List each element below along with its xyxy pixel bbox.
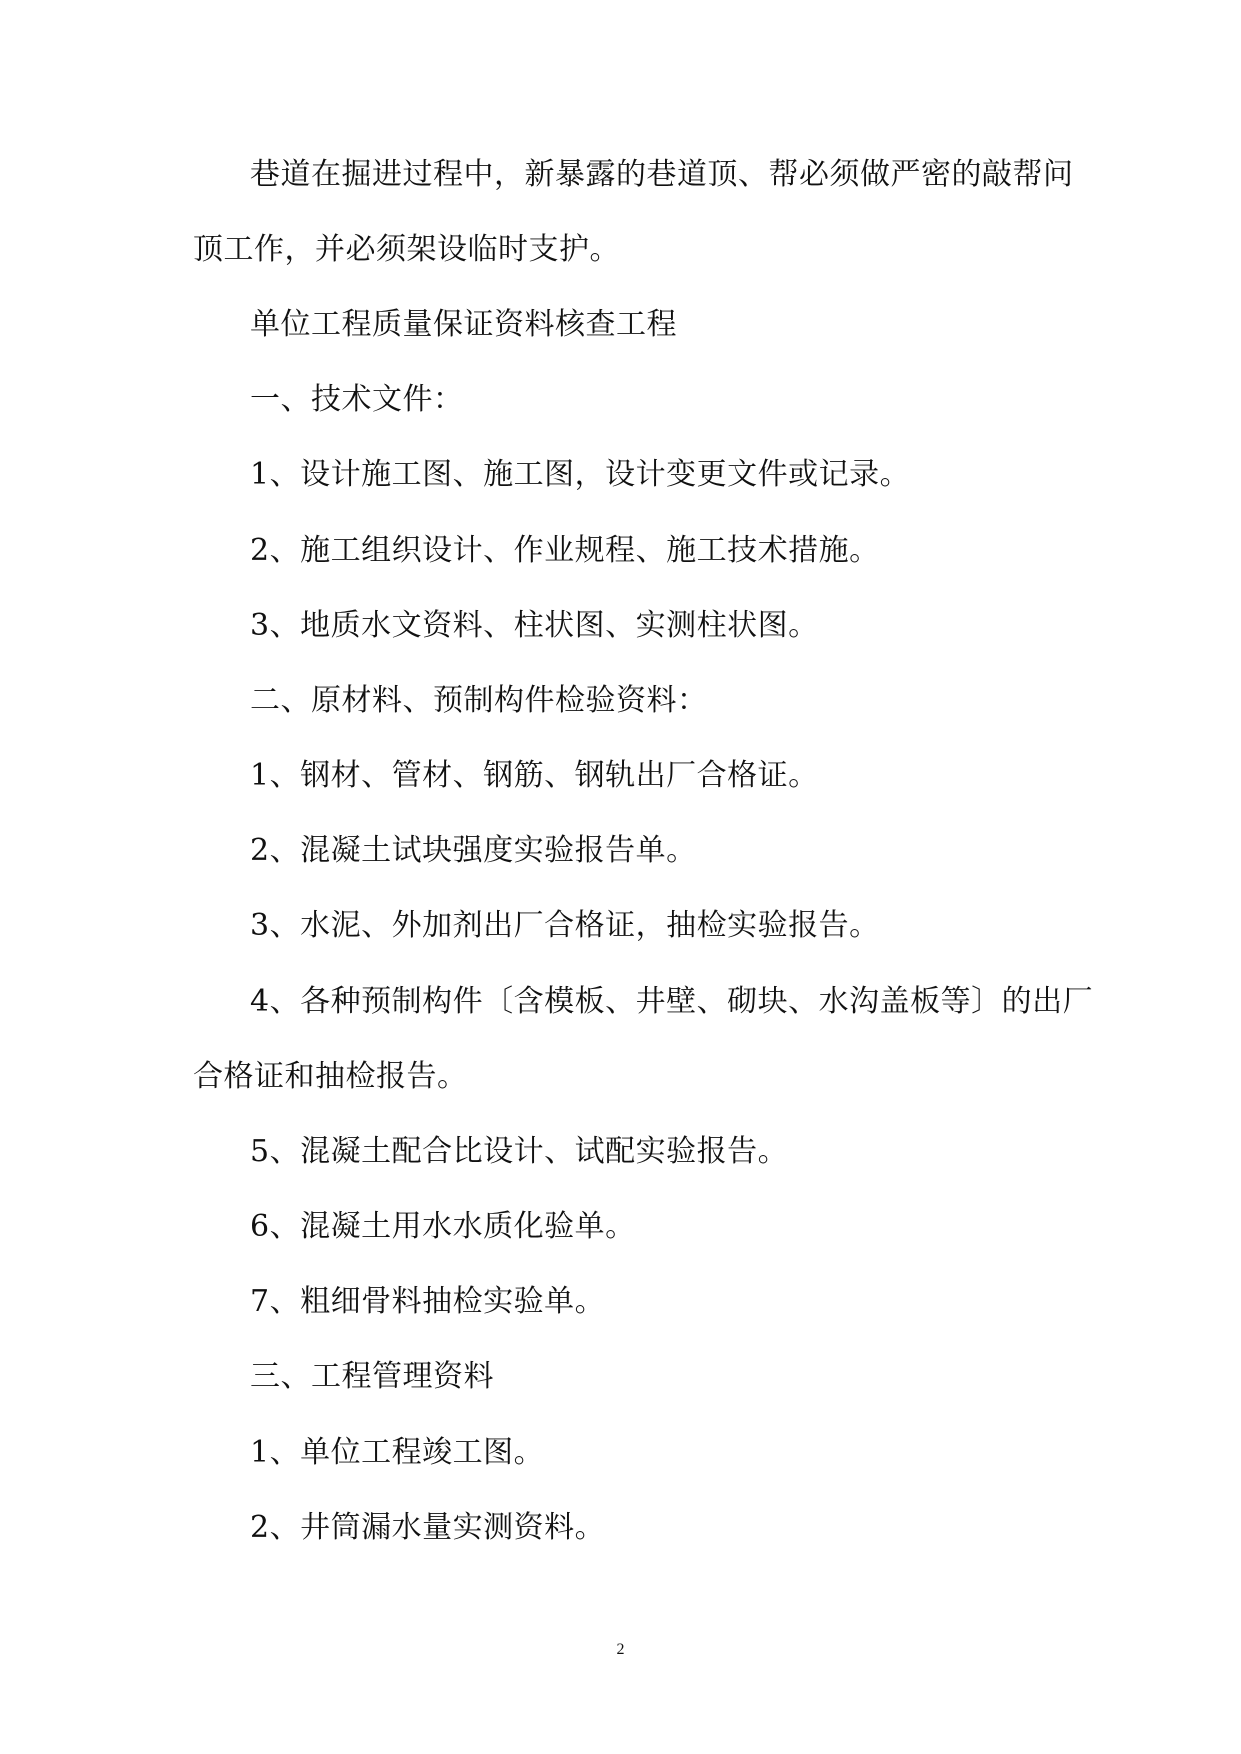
list-item: 2、井筒漏水量实测资料。 bbox=[250, 1510, 606, 1545]
list-item: 3、地质水文资料、柱状图、实测柱状图。 bbox=[250, 608, 819, 643]
paragraph-line: 顶工作，并必须架设临时支护。 bbox=[193, 232, 620, 267]
section-heading: 单位工程质量保证资料核查工程 bbox=[250, 307, 677, 342]
list-item: 2、施工组织设计、作业规程、施工技术措施。 bbox=[250, 533, 880, 568]
section-heading: 二、原材料、预制构件检验资料： bbox=[250, 683, 708, 718]
list-item: 3、水泥、外加剂出厂合格证，抽检实验报告。 bbox=[250, 908, 880, 943]
list-item: 7、粗细骨料抽检实验单。 bbox=[250, 1284, 606, 1319]
page-number: 2 bbox=[616, 1641, 625, 1658]
paragraph-line: 巷道在掘进过程中，新暴露的巷道顶、帮必须做严密的敲帮问 bbox=[250, 157, 1074, 192]
section-heading: 三、工程管理资料 bbox=[250, 1359, 494, 1394]
list-item: 1、设计施工图、施工图，设计变更文件或记录。 bbox=[250, 457, 911, 492]
list-item: 6、混凝土用水水质化验单。 bbox=[250, 1209, 636, 1244]
section-heading: 一、技术文件： bbox=[250, 382, 464, 417]
list-item: 2、混凝土试块强度实验报告单。 bbox=[250, 833, 697, 868]
list-item: 5、混凝土配合比设计、试配实验报告。 bbox=[250, 1134, 789, 1169]
list-item: 4、各种预制构件〔含模板、井壁、砌块、水沟盖板等〕的出厂 bbox=[250, 984, 1094, 1019]
list-item: 1、钢材、管材、钢筋、钢轨出厂合格证。 bbox=[250, 758, 819, 793]
list-item-continuation: 合格证和抽检报告。 bbox=[193, 1059, 468, 1094]
list-item: 1、单位工程竣工图。 bbox=[250, 1435, 545, 1470]
